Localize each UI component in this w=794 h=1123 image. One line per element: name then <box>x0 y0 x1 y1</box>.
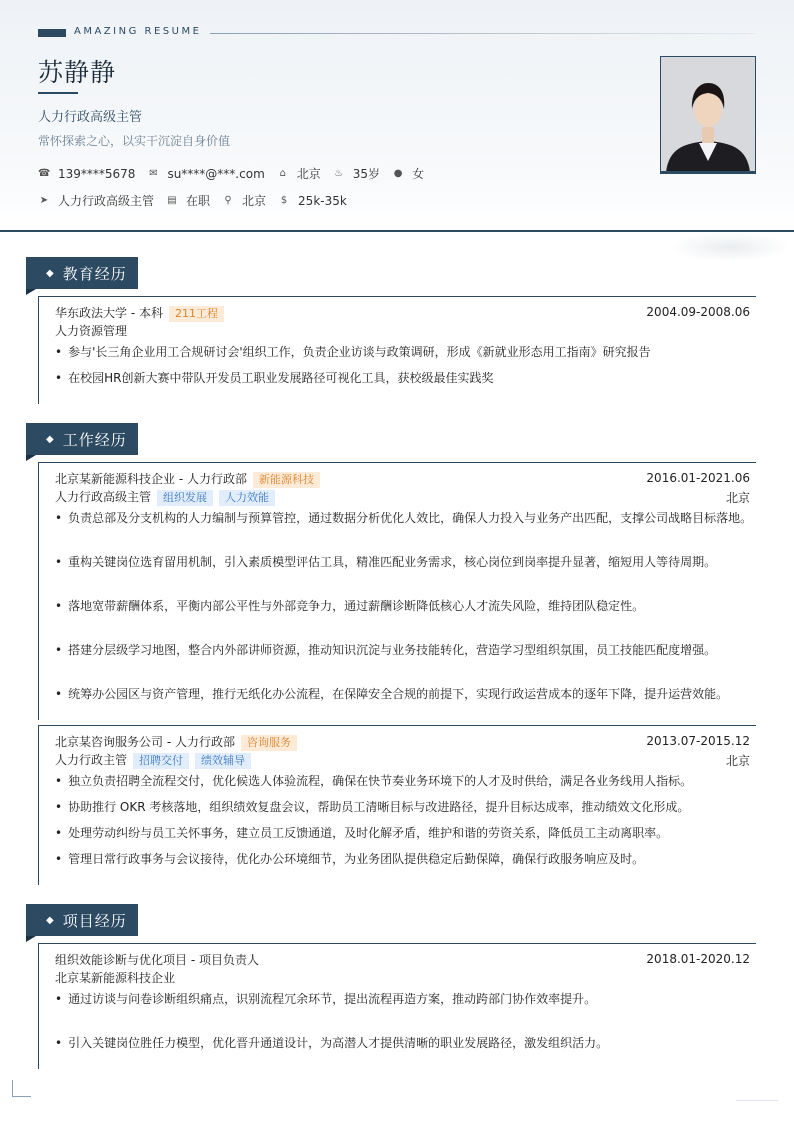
diamond-icon: ◆ <box>46 433 55 445</box>
job-company-row <box>55 470 320 488</box>
cake-icon: ♨ <box>334 168 344 179</box>
brand-bar <box>38 29 66 37</box>
job-bullet: • 重构关键岗位选育留用机制，引入素质模型评估工具，精准匹配业务需求，核心岗位到岗率提升显著，缩短用人等待周期。 <box>55 553 716 570</box>
age-value: 35岁 <box>352 167 381 181</box>
project-section-title <box>26 904 138 936</box>
project-org: 北京某新能源科技企业 <box>55 971 176 985</box>
education-title-text: 教育经历 <box>62 264 127 283</box>
work-vline-2 <box>38 725 39 885</box>
home-icon: ⌂ <box>279 168 286 179</box>
diamond-icon: ◆ <box>46 267 55 279</box>
project-bullet: • 通过访谈与问卷诊断组织痛点，识别流程冗余环节，提出流程再造方案，推动跨部门协作效率提升。 <box>55 990 596 1007</box>
project-date: 2018.01-2020.12 <box>646 952 750 966</box>
school-row <box>55 304 224 322</box>
project-name: 组织效能诊断与优化项目 - 项目负责人 <box>55 953 259 967</box>
corner-mark <box>12 1080 31 1097</box>
education-date: 2004.09-2008.06 <box>646 305 750 319</box>
school-name: 华东政法大学 - 本科 <box>55 306 163 320</box>
job-bullet: • 独立负责招聘全流程交付，优化候选人体验流程，确保在快节奏业务环境下的人才及时供给，满足各业务线用人指标。 <box>55 772 692 789</box>
job-role-row <box>55 751 251 769</box>
skill-tag: 组织发展 <box>157 490 213 506</box>
job-role: 人力行政主管 <box>55 753 128 767</box>
profile-photo <box>660 56 756 173</box>
job-bullet: • 处理劳动纠纷与员工关怀事务，建立员工反馈通道，及时化解矛盾，维护和谐的劳资关系，降低员工主动离职率。 <box>55 824 668 841</box>
education-bullet: • 参与'长三角企业用工合规研讨会'组织工作，负责企业访谈与政策调研，形成《新就业形态用工指南》研究报告 <box>55 343 651 360</box>
project-vline <box>38 943 39 1069</box>
candidate-title: 人力行政高级主管 <box>38 110 143 125</box>
skill-tag: 招聘交付 <box>133 753 189 769</box>
name-underline <box>38 92 78 94</box>
job-separator <box>38 725 756 726</box>
location-icon: ⚲ <box>224 195 232 206</box>
skill-tag: 人力效能 <box>219 490 275 506</box>
diamond-icon: ◆ <box>46 914 55 926</box>
job-date: 2013.07-2015.12 <box>646 734 750 748</box>
gender-value: 女 <box>412 167 425 181</box>
gender-icon: ● <box>393 168 403 179</box>
job-bullet: • 管理日常行政事务与会议接待，优化办公环境细节，为业务团队提供稳定后勤保障，确保行政服务响应及时。 <box>55 850 644 867</box>
skill-tag: 绩效辅导 <box>195 753 251 769</box>
salary-value: 25k-35k <box>298 193 347 208</box>
work-title-text: 工作经历 <box>62 430 127 449</box>
job-bullet: • 统筹办公园区与资产管理，推行无纸化办公流程，在保障安全合规的前提下，实现行政运营成本的逐年下降，提升运营效能。 <box>55 685 728 702</box>
job-city: 北京 <box>725 754 750 768</box>
phone-value: 139****5678 <box>58 166 136 181</box>
job-company: 北京某咨询服务公司 - 人力行政部 <box>55 735 235 749</box>
header-shadow <box>670 232 790 262</box>
target-job-value: 人力行政高级主管 <box>58 194 155 208</box>
job-bullet: • 落地宽带薪酬体系，平衡内部公平性与外部竞争力，通过薪酬诊断降低核心人才流失风险，维持团队稳定性。 <box>55 597 644 614</box>
education-bullet: • 在校园HR创新大赛中带队开发员工职业发展路径可视化工具，获校级最佳实践奖 <box>55 369 493 386</box>
target-city-value: 北京 <box>242 194 267 208</box>
work-line <box>38 462 756 463</box>
briefcase-icon: ▤ <box>167 195 177 206</box>
email-value: su****@***.com <box>167 166 265 181</box>
mail-icon: ✉ <box>149 168 158 179</box>
work-vline-1 <box>38 462 39 720</box>
education-vline <box>38 296 39 404</box>
job-company: 北京某新能源科技企业 - 人力行政部 <box>55 472 247 486</box>
job-company-row <box>55 733 297 751</box>
contact-row <box>38 165 436 182</box>
education-section-title <box>26 257 138 289</box>
project-bullet: • 引入关键岗位胜任力模型，优化晋升通道设计，为高潜人才提供清晰的职业发展路径，激发组织活力。 <box>55 1034 608 1051</box>
industry-tag: 咨询服务 <box>241 735 297 751</box>
industry-tag: 新能源科技 <box>253 472 320 488</box>
job-bullet: • 协助推行 OKR 考核落地，组织绩效复盘会议，帮助员工清晰目标与改进路径，提升目标达成率，推动绩效文化形成。 <box>55 798 689 815</box>
work-section-title <box>26 423 138 455</box>
corner-line <box>736 1100 778 1101</box>
brand-line <box>210 33 755 34</box>
candidate-motto: 常怀探索之心，以实干沉淀自身价值 <box>38 134 231 148</box>
status-value: 在职 <box>186 194 211 208</box>
project-line <box>38 943 756 944</box>
project-title-text: 项目经历 <box>62 911 127 930</box>
intent-row <box>38 192 359 209</box>
job-city: 北京 <box>725 491 750 505</box>
money-icon: $ <box>280 195 288 206</box>
photo-underline <box>660 171 756 174</box>
job-date: 2016.01-2021.06 <box>646 471 750 485</box>
brand-label: AMAZING RESUME <box>74 26 202 37</box>
school-tag: 211工程 <box>169 306 224 322</box>
job-role-row <box>55 488 275 506</box>
job-bullet: • 搭建分层级学习地图，整合内外部讲师资源，推动知识沉淀与业务技能转化，营造学习型组织氛围，员工技能匹配度增强。 <box>55 641 716 658</box>
education-major: 人力资源管理 <box>55 324 128 338</box>
home-value: 北京 <box>296 167 321 181</box>
send-icon: ➤ <box>39 195 49 206</box>
phone-icon: ☎ <box>38 168 51 179</box>
education-line <box>38 296 756 297</box>
candidate-name: 苏静静 <box>38 58 117 87</box>
job-bullet: • 负责总部及分支机构的人力编制与预算管控，通过数据分析优化人效比，确保人力投入与业务产出匹配，支撑公司战略目标落地。 <box>55 509 752 526</box>
job-role: 人力行政高级主管 <box>55 490 152 504</box>
